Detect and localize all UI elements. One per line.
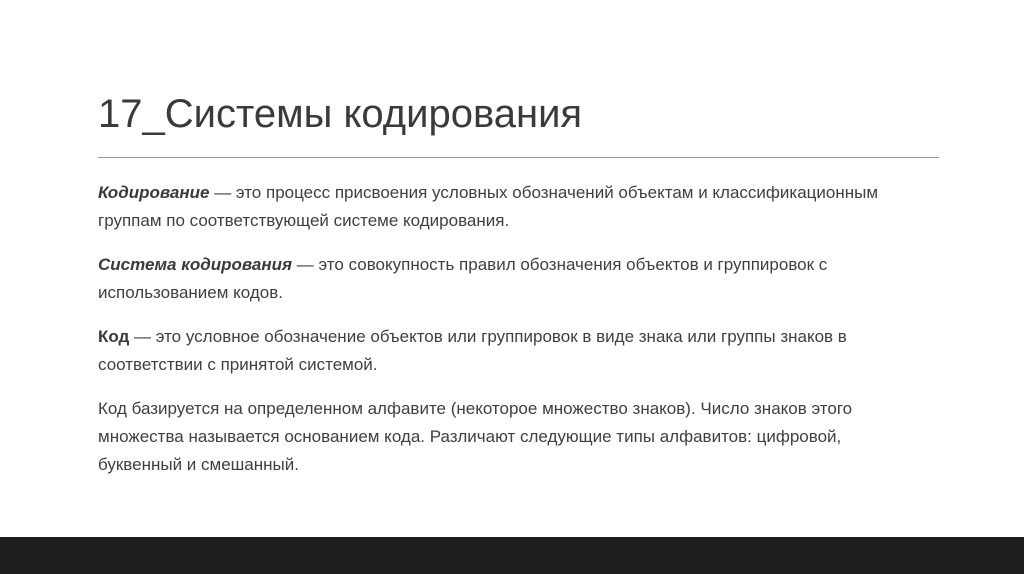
paragraph-code [98, 323, 918, 379]
term-coding-system: Система кодирования [98, 255, 293, 274]
paragraph-alphabet [98, 395, 918, 479]
presentation-footer-bar [0, 537, 1024, 574]
definition-encoding: — это процесс присвоения условных обозначений объектам и классификационным группам по соответствующей системе кодирования. [98, 183, 879, 230]
slide-title: 17_Системы кодирования [98, 92, 583, 136]
alphabet-text: Код базируется на определенном алфавите (некоторое множество знаков). Число знаков этого множества называется основанием кода. Различают следующие типы алфавитов: цифровой, буквенный и смешанный. [98, 399, 853, 474]
definition-code: — это условное обозначение объектов или группировок в виде знака или группы знаков в соответствии с принятой системой. [98, 327, 847, 374]
title-divider [98, 157, 939, 158]
term-code: Код [98, 327, 130, 346]
paragraph-coding-system [98, 251, 918, 307]
definition-coding-system: — это совокупность правил обозначения объектов и группировок с использованием кодов. [98, 255, 828, 302]
paragraph-encoding [98, 179, 918, 235]
slide-body [98, 179, 918, 495]
term-encoding: Кодирование [98, 183, 210, 202]
